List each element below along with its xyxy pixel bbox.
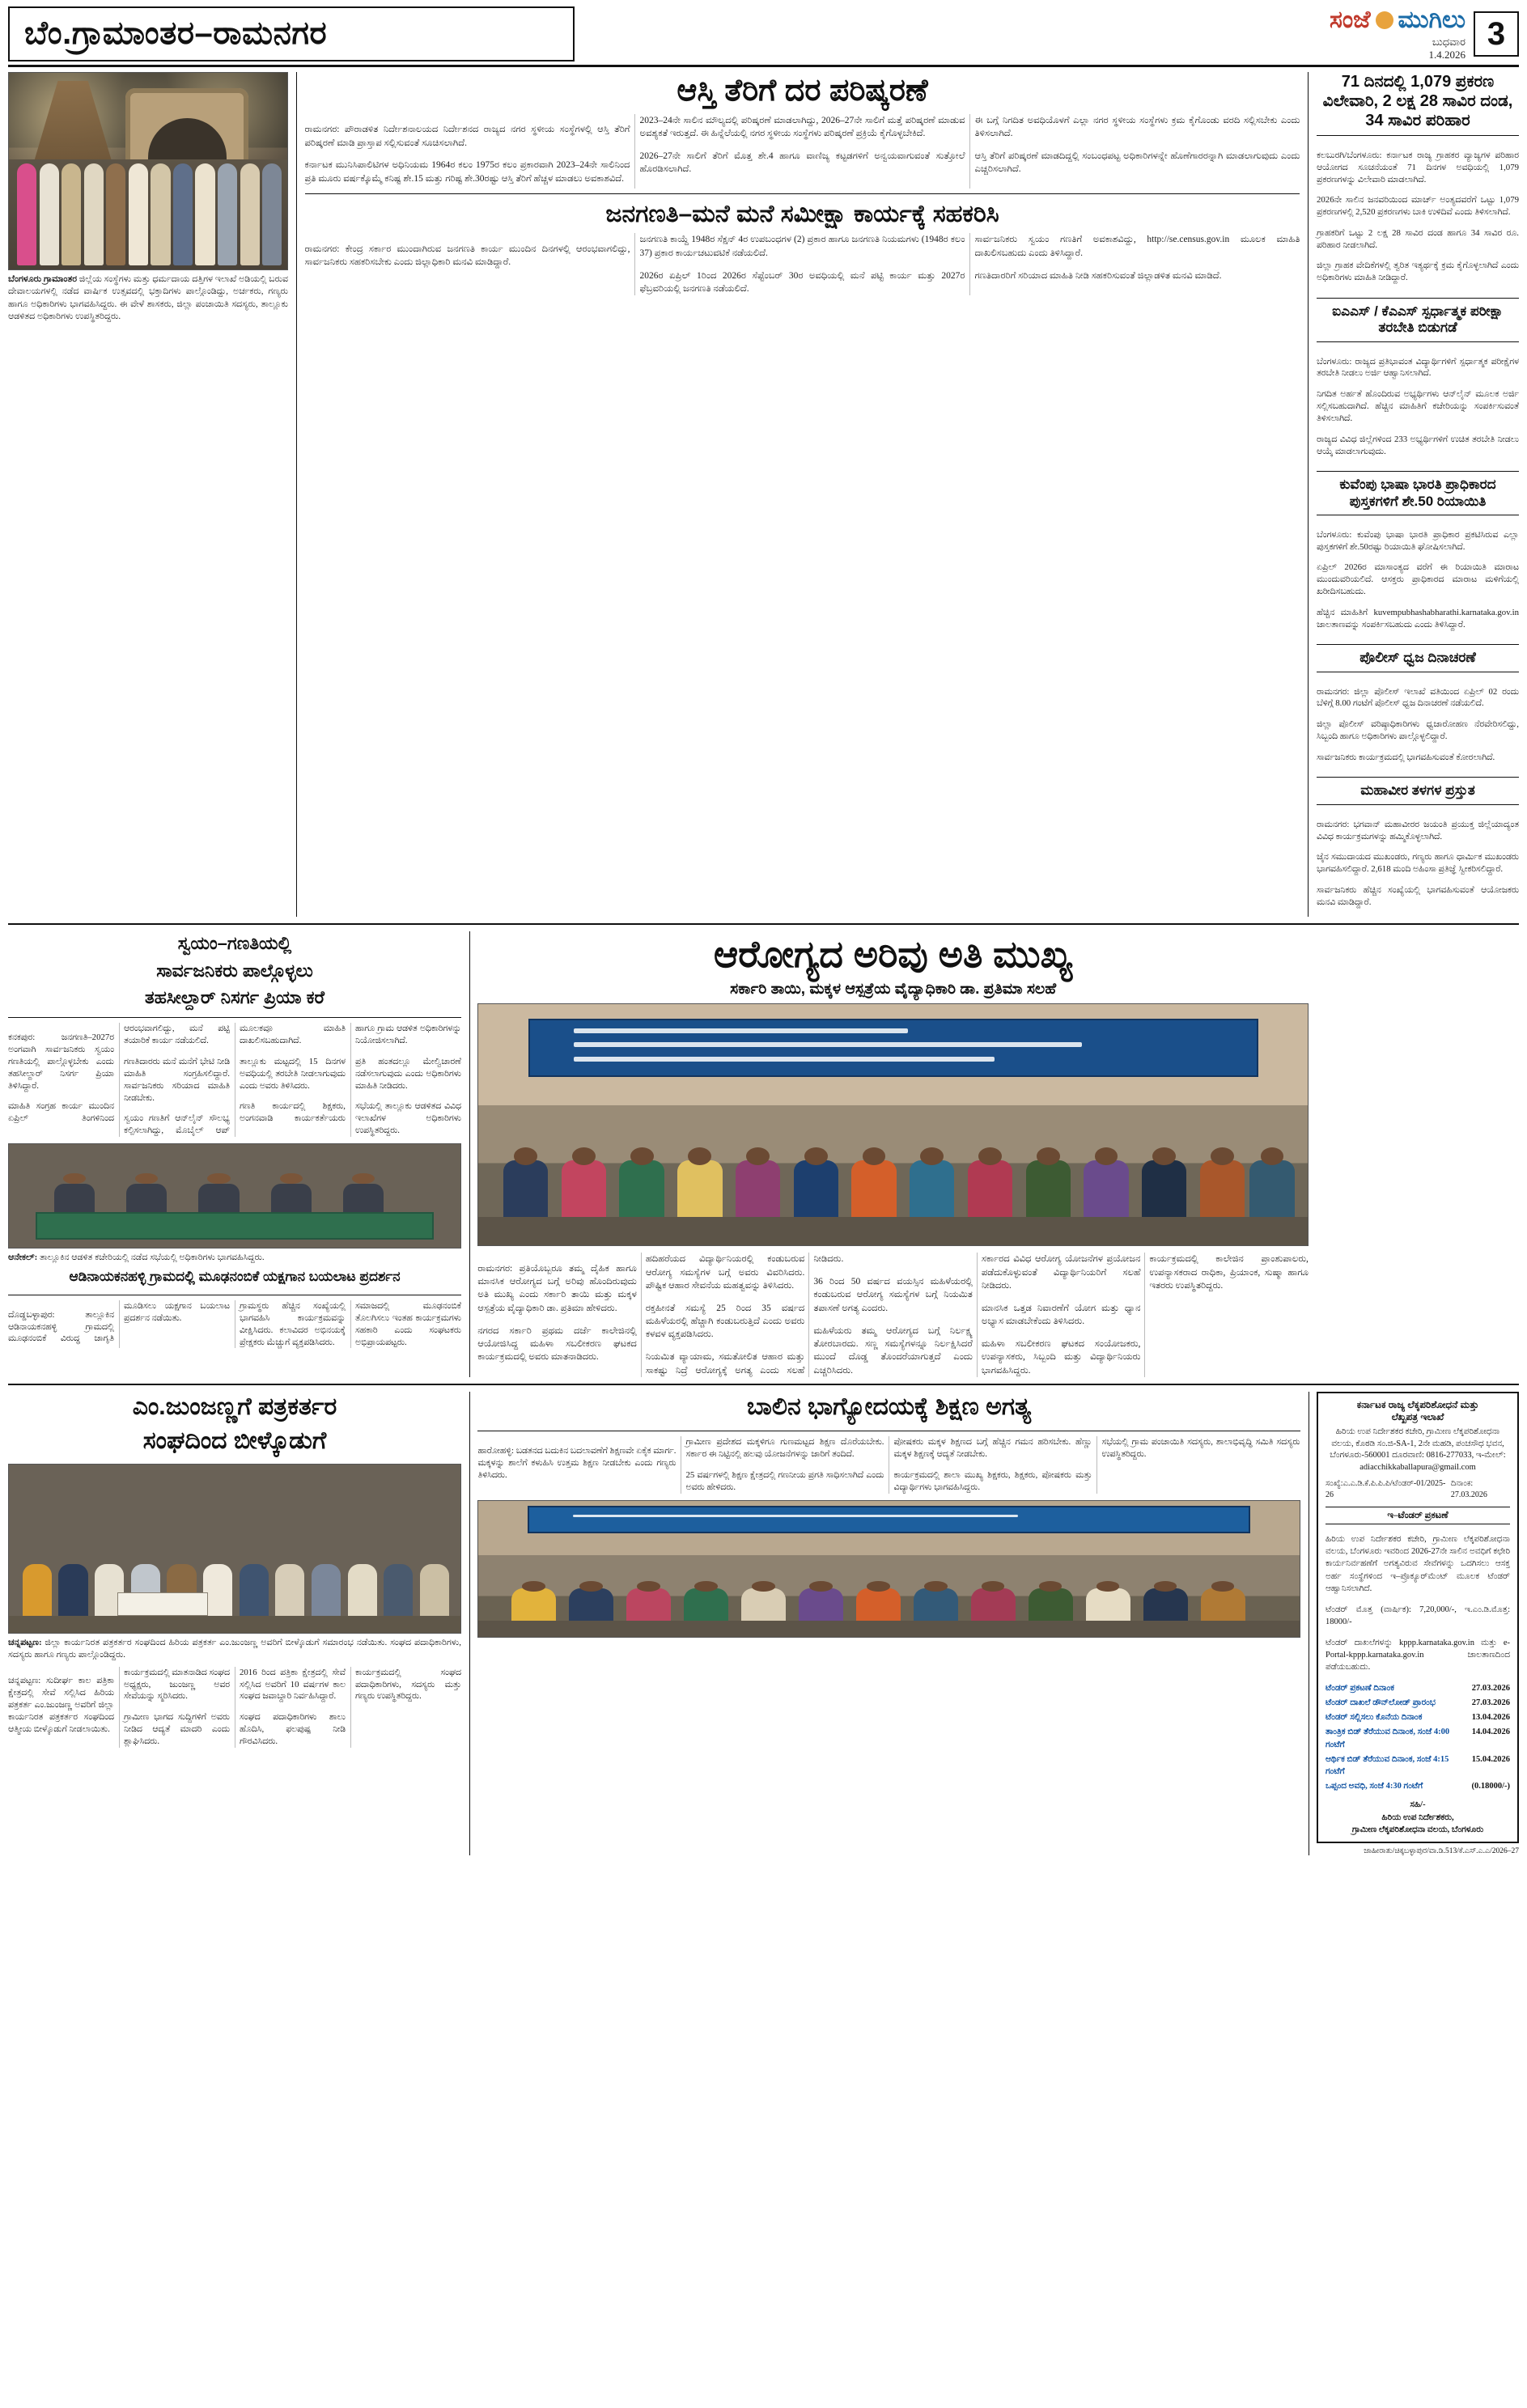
lead-para: 2023–24ನೇ ಸಾಲಿನ ಮೌಲ್ಯದಲ್ಲಿ ಪರಿಷ್ಕರಣೆ ಮಾಡಲಾಗಿದ್ದು, 2026–27ನೇ ಸಾಲಿಗೆ ಮತ್ತೆ ಪರಿಷ್ಕರಣೆ ಮಾಡುವ ಅವಶ್ಯಕತೆ ಇರುತ್ತದೆ. ಈ ಹಿನ್ನೆಲೆಯಲ್ಲಿ ನಗರ ಸ್ಥಳೀಯ ಸಂಸ್ಥೆಗಳು ಪರಿಷ್ಕರಣೆ ಪ್ರಕ್ರಿಯೆ ಕೈಗೊಳ್ಳಬೇಕಿದೆ. bbox=[639, 115, 965, 139]
masthead-right bbox=[1330, 6, 1519, 61]
self-help-para: ಮಾಹಿತಿ ಸಂಗ್ರಹ ಕಾರ್ಯ ಮುಂದಿನ ಏಪ್ರಿಲ್ ತಿಂಗಳಿನಿಂದ ಆರಂಭವಾಗಲಿದ್ದು, ಮನೆ ಪಟ್ಟಿ ತಯಾರಿಕೆ ಕಾರ್ಯ ನಡೆಯಲಿದೆ. bbox=[8, 1024, 230, 1124]
bottom-band bbox=[8, 1392, 1519, 1855]
lead-para: ಆಸ್ತಿ ತೆರಿಗೆ ಪರಿಷ್ಕರಣೆ ಮಾಡದಿದ್ದಲ್ಲಿ ಸಂಬಂಧಪಟ್ಟ ಅಧಿಕಾರಿಗಳನ್ನೇ ಹೊಣೆಗಾರರನ್ನಾಗಿ ಮಾಡಲಾಗುವುದು ಎಂದು ಎಚ್ಚರಿಸಲಾಗಿದೆ. bbox=[974, 150, 1300, 175]
middle-band bbox=[8, 931, 1519, 1377]
rail-para: ರಾಮನಗರ: ಭಗವಾನ್ ಮಹಾವೀರರ ಜಯಂತಿ ಪ್ರಯುಕ್ತ ಜಿಲ್ಲೆಯಾದ್ಯಂತ ವಿವಿಧ ಕಾರ್ಯಕ್ರಮಗಳನ್ನು ಹಮ್ಮಿಕೊಳ್ಳಲಾಗಿದೆ. bbox=[1317, 819, 1519, 842]
tender-sign-1: ಸಹಿ/- bbox=[1410, 1800, 1426, 1810]
rail-para: ಜಿಲ್ಲಾ ಗ್ರಾಹಕ ವೇದಿಕೆಗಳಲ್ಲಿ ತ್ವರಿತ ಇತ್ಯರ್ಥಕ್ಕೆ ಕ್ರಮ ಕೈಗೊಳ್ಳಲಾಗಿದೆ ಎಂದು ಅಧಿಕಾರಿಗಳು ಮಾಹಿತಿ ನೀಡಿದ್ದಾರೆ. bbox=[1317, 261, 1519, 283]
lead-headline: ಆಸ್ತಿ ತೆರಿಗೆ ದರ ಪರಿಷ್ಕರಣೆ bbox=[677, 74, 928, 108]
schedule-label: ಟೆಂಡರ್ ಸಲ್ಲಿಸಲು ಕೊನೆಯ ದಿನಾಂಕ bbox=[1326, 1713, 1423, 1723]
self-help-para: ಗಣತಿದಾರರು ಮನೆ ಮನೆಗೆ ಭೇಟಿ ನೀಡಿ ಮಾಹಿತಿ ಸಂಗ್ರಹಿಸಲಿದ್ದಾರೆ. ಸಾರ್ವಜನಿಕರು ಸರಿಯಾದ ಮಾಹಿತಿ ನೀಡಬೇಕು. bbox=[124, 1056, 230, 1103]
health-para: ರಕ್ತಹೀನತೆ ಸಮಸ್ಯೆ 25 ರಿಂದ 35 ವರ್ಷದ ಮಹಿಳೆಯರಲ್ಲಿ ಹೆಚ್ಚಾಗಿ ಕಂಡುಬರುತ್ತಿದೆ ಎಂದು ಅವರು ಕಳವಳ ವ್ಯಕ್ತಪಡಿಸಿದರು. bbox=[645, 1303, 805, 1340]
tender-portal-info: ಟೆಂಡರ್ ದಾಖಲೆಗಳನ್ನು kppp.karnataka.gov.in ಮತ್ತು e-Portal-kppp.karnataka.gov.in ಜಾಲತಾಣದಿಂದ ಪಡೆಯಬಹುದು. bbox=[1326, 1638, 1510, 1672]
journalist-column bbox=[8, 1392, 461, 1855]
yakshagana-para: ಸಮಾಜದಲ್ಲಿ ಮೂಢನಂಬಿಕೆ ತೊಲಗಿಸಲು ಇಂತಹ ಕಾರ್ಯಕ್ರಮಗಳು ಸಹಕಾರಿ ಎಂದು ಸಂಘಟಕರು ಅಭಿಪ್ರಾಯಪಟ್ಟರು. bbox=[355, 1300, 461, 1347]
rail-story4-headline: ಪೊಲೀಸ್ ಧ್ವಜ ದಿನಾಚರಣೆ bbox=[1359, 650, 1476, 666]
health-para: ಕಾರ್ಯಕ್ರಮದಲ್ಲಿ ಕಾಲೇಜಿನ ಪ್ರಾಂಶುಪಾಲರು, ಉಪನ್ಯಾಸಕರಾದ ರಾಧಿಕಾ, ಪ್ರಿಯಾಂಕ, ಸುಷ್ಮಾ ಹಾಗೂ ಇತರರು ಉಪಸ್ಥಿತರಿದ್ದರು. bbox=[1149, 1254, 1309, 1291]
education-para: ಪೋಷಕರು ಮಕ್ಕಳ ಶಿಕ್ಷಣದ ಬಗ್ಗೆ ಹೆಚ್ಚಿನ ಗಮನ ಹರಿಸಬೇಕು. ಹೆಣ್ಣು ಮಕ್ಕಳ ಶಿಕ್ಷಣಕ್ಕೆ ಆದ್ಯತೆ ನೀಡಬೇಕು. bbox=[893, 1437, 1092, 1460]
self-help-body bbox=[8, 1023, 461, 1137]
tender-ref-no: ಸಂಖ್ಯೆ:ಎ.ಎ.ಡಿ.ಕೆ.ಪಿ.ಪಿ.ಪಿ/ಟೆಂಡರ್-01/2025-26 bbox=[1326, 1478, 1446, 1500]
rail-para: ಕಲಬುರಗಿ/ಬೆಂಗಳೂರು: ಕರ್ನಾಟಕ ರಾಜ್ಯ ಗ್ರಾಹಕರ ವ್ಯಾಜ್ಯಗಳ ಪರಿಹಾರ ಆಯೋಗದ ಸೂಚನೆಯಂತೆ 71 ದಿನಗಳ ಅವಧಿಯಲ್ಲಿ 1,079 ಪ್ರಕರಣಗಳನ್ನು ವಿಲೇವಾರಿ ಮಾಡಲಾಗಿದೆ. bbox=[1317, 150, 1519, 184]
caption-lead: ಆನೇಕಲ್: bbox=[8, 1252, 38, 1262]
yakshagana-para: ದೊಡ್ಡಬಳ್ಳಾಪುರ: ತಾಲ್ಲೂಕಿನ ಆಡಿನಾಯಕನಹಳ್ಳಿ ಗ್ರಾಮದಲ್ಲಿ ಮೂಢನಂಬಿಕೆ ವಿರುದ್ಧ ಜಾಗೃತಿ ಮೂಡಿಸಲು ಯಕ್ಷಗಾನ ಬಯಲಾಟ ಪ್ರದರ್ಶನ ನಡೆಯಿತು. bbox=[8, 1300, 230, 1344]
lead-para: ಕರ್ನಾಟಕ ಮುನಿಸಿಪಾಲಿಟಿಗಳ ಅಧಿನಿಯಮ 1964ರ ಕಲಂ 1975ರ ಕಲಂ ಪ್ರಕಾರವಾಗಿ 2023–24ನೇ ಸಾಲಿನಿಂದ ಪ್ರತಿ ಮೂರು ವರ್ಷಕ್ಕೊಮ್ಮೆ ಕನಿಷ್ಟ ಶೇ.15 ಮತ್ತು ಗರಿಷ್ಟ ಶೇ.30ರಷ್ಟು ಆಸ್ತಿ ತೆರಿಗೆ ಹೆಚ್ಚಳ ಮಾಡಲು ಅವಕಾಶವಿದೆ. bbox=[304, 160, 630, 184]
page-number: 3 bbox=[1474, 11, 1519, 57]
tender-address-line: ಬೆಂಗಳೂರು-560001 ದೂರವಾಣಿ: 0816-277033, ಇ-ಮೇಲ್: bbox=[1330, 1451, 1506, 1460]
temple-photo-caption bbox=[8, 273, 288, 324]
journalist-para: 2016 ರಿಂದ ಪತ್ರಿಕಾ ಕ್ಷೇತ್ರದಲ್ಲಿ ಸೇವೆ ಸಲ್ಲಿಸಿದ ಅವರಿಗೆ 10 ವರ್ಷಗಳ ಕಾಲ ಸಂಘದ ಜವಾಬ್ದಾರಿ ನಿರ್ವಹಿಸಿದ್ದಾರೆ. bbox=[240, 1667, 346, 1702]
right-rail bbox=[1317, 72, 1519, 917]
rail-story3-headline: ಕುವೆಂಪು ಭಾಷಾ ಭಾರತಿ ಪ್ರಾಧಿಕಾರದ ಪುಸ್ತಕಗಳಿಗೆ ಶೇ.50 ರಿಯಾಯಿತಿ bbox=[1339, 477, 1496, 509]
self-help-para: ಸ್ವಯಂ ಗಣತಿಗೆ ಆನ್‌ಲೈನ್ ಸೌಲಭ್ಯ ಕಲ್ಪಿಸಲಾಗಿದ್ದು, ಮೊಬೈಲ್ ಆಪ್ ಮೂಲಕವೂ ಮಾಹಿತಿ ದಾಖಲಿಸಬಹುದಾಗಿದೆ. bbox=[124, 1024, 346, 1136]
census-para: 2026ರ ಏಪ್ರಿಲ್ 1ರಿಂದ 2026ರ ಸೆಪ್ಟೆಂಬರ್ 30ರ ಅವಧಿಯಲ್ಲಿ ಮನೆ ಪಟ್ಟಿ ಕಾರ್ಯ ಮತ್ತು 2027ರ ಫೆಬ್ರವರಿಯಲ್ಲಿ ಜನಗಣತಿ ನಡೆಯಲಿದೆ. bbox=[639, 270, 965, 294]
education-body bbox=[477, 1436, 1300, 1493]
self-help-para: ಗಣತಿ ಕಾರ್ಯದಲ್ಲಿ ಶಿಕ್ಷಕರು, ಅಂಗನವಾಡಿ ಕಾರ್ಯಕರ್ತೆಯರು ಹಾಗೂ ಗ್ರಾಮ ಆಡಳಿತ ಅಧಿಕಾರಿಗಳನ್ನು ನಿಯೋಜಿಸಲಾಗಿದೆ. bbox=[240, 1024, 461, 1124]
rail-spacer bbox=[1317, 931, 1519, 1377]
journalist-headline-2: ಸಂಘದಿಂದ ಬೀಳ್ಕೊಡುಗೆ bbox=[142, 1427, 327, 1455]
journalist-para: ಕಾರ್ಯಕ್ರಮದಲ್ಲಿ ಸಂಘದ ಪದಾಧಿಕಾರಿಗಳು, ಸದಸ್ಯರು ಮತ್ತು ಗಣ್ಯರು ಉಪಸ್ಥಿತರಿದ್ದರು. bbox=[355, 1667, 461, 1702]
journalist-para: ಕಾರ್ಯಕ್ರಮದಲ್ಲಿ ಮಾತನಾಡಿದ ಸಂಘದ ಅಧ್ಯಕ್ಷರು, ಜುಂಜಣ್ಣ ಅವರ ಸೇವೆಯನ್ನು ಸ್ಮರಿಸಿದರು. bbox=[124, 1667, 230, 1702]
health-para: ಮಹಿಳೆಯರು ತಮ್ಮ ಆರೋಗ್ಯದ ಬಗ್ಗೆ ನಿರ್ಲಕ್ಷ್ಯ ತೋರಬಾರದು. ಸಣ್ಣ ಸಮಸ್ಯೆಗಳನ್ನೂ ನಿರ್ಲಕ್ಷಿಸಿದರೆ ಮುಂದೆ ದೊಡ್ಡ ತೊಂದರೆಯಾಗುತ್ತದೆ ಎಂದು ಎಚ್ಚರಿಸಿದರು. bbox=[813, 1325, 973, 1376]
certificate-icon bbox=[117, 1592, 208, 1616]
health-para: 36 ರಿಂದ 50 ವರ್ಷದ ವಯಸ್ಸಿನ ಮಹಿಳೆಯರಲ್ಲಿ ಕಂಡುಬರುವ ಆರೋಗ್ಯ ಸಮಸ್ಯೆಗಳ ಬಗ್ಗೆ ನಿಯಮಿತ ತಪಾಸಣೆ ಅಗತ್ಯ ಎಂದರು. bbox=[813, 1277, 973, 1313]
education-para: ಸಭೆಯಲ್ಲಿ ಗ್ರಾಮ ಪಂಚಾಯಿತಿ ಸದಸ್ಯರು, ಶಾಲಾಭಿವೃದ್ಧಿ ಸಮಿತಿ ಸದಸ್ಯರು ಉಪಸ್ಥಿತರಿದ್ದರು. bbox=[1101, 1437, 1300, 1460]
rail-para: ನಿಗದಿತ ಅರ್ಹತೆ ಹೊಂದಿರುವ ಅಭ್ಯರ್ಥಿಗಳು ಆನ್‌ಲೈನ್ ಮೂಲಕ ಅರ್ಜಿ ಸಲ್ಲಿಸಬಹುದಾಗಿದೆ. ಹೆಚ್ಚಿನ ಮಾಹಿತಿಗೆ ಕಚೇರಿಯನ್ನು ಸಂಪರ್ಕಿಸುವಂತೆ ತಿಳಿಸಲಾಗಿದೆ. bbox=[1317, 389, 1519, 423]
publication-day: ಬುಧವಾರ bbox=[1432, 36, 1465, 48]
women-empowerment-photo bbox=[477, 1003, 1309, 1246]
schedule-value: 14.04.2026 bbox=[1471, 1728, 1510, 1737]
left-photo-column bbox=[8, 72, 288, 917]
brand-word-sanje: ಸಂಜೆ bbox=[1329, 6, 1371, 33]
rail-para: ಸಾರ್ವಜನಿಕರು ಕಾರ್ಯಕ್ರಮದಲ್ಲಿ ಭಾಗವಹಿಸುವಂತೆ ಕೋರಲಾಗಿದೆ. bbox=[1317, 752, 1495, 762]
brand-word-mugilu: ಮುಗಿಲು bbox=[1398, 6, 1465, 33]
journalist-photo-caption bbox=[8, 1637, 461, 1662]
education-para: ಹಾರೋಹಳ್ಳಿ: ಬಡತನದ ಬದುಕಿನ ಬದಲಾವಣೆಗೆ ಶಿಕ್ಷಣವೇ ಏಕೈಕ ಮಾರ್ಗ. ಮಕ್ಕಳನ್ನು ಶಾಲೆಗೆ ಕಳುಹಿಸಿ ಉತ್ತಮ ಶಿಕ್ಷಣ ನೀಡಬೇಕು ಎಂದು ಗಣ್ಯರು ತಿಳಿಸಿದರು. bbox=[477, 1446, 677, 1480]
rail-story4-body bbox=[1317, 677, 1519, 773]
schedule-value: (0.18000/-) bbox=[1471, 1782, 1510, 1791]
tender-address-line: adiacchikkaballapura@gmail.com bbox=[1359, 1463, 1476, 1473]
rail-para: ಹೆಚ್ಚಿನ ಮಾಹಿತಿಗೆ kuvempubhashabharathi.karnataka.gov.in ಜಾಲತಾಣವನ್ನು ಸಂಪರ್ಕಿಸಬಹುದು ಎಂದು ತಿಳಿಸಿದ್ದಾರೆ. bbox=[1317, 607, 1519, 630]
health-headline: ಆರೋಗ್ಯದ ಅರಿವು ಅತಿ ಮುಖ್ಯ bbox=[713, 933, 1073, 976]
edition-title: ಬೆಂ.ಗ್ರಾಮಾಂತರ–ರಾಮನಗರ bbox=[24, 15, 328, 51]
health-para: ಮಾನಸಿಕ ಒತ್ತಡ ನಿವಾರಣೆಗೆ ಯೋಗ ಮತ್ತು ಧ್ಯಾನ ಅಭ್ಯಾಸ ಮಾಡಬೇಕೆಂದು ತಿಳಿಸಿದರು. bbox=[981, 1303, 1141, 1327]
tender-address-line: ವಲಯ, ಕೊಠಡಿ ಸಂ.ಜಿ-SA-1, 2ನೇ ಮಹಡಿ, ಪಂಚಸೌಧ ಭವನ, bbox=[1331, 1439, 1504, 1448]
tender-address bbox=[1326, 1427, 1510, 1474]
tender-amount: ಟೆಂಡರ್ ಮೊತ್ತ (ವಾರ್ಷಿಕ): 7,20,000/-, ಇ.ಎಂ.ಡಿ.ಮೊತ್ತ: 18000/- bbox=[1326, 1605, 1510, 1626]
top-band bbox=[8, 72, 1519, 917]
census-headline: ಜನಗಣತಿ–ಮನೆ ಮನೆ ಸಮೀಕ್ಷಾ ಕಾರ್ಯಕ್ಕೆ ಸಹಕರಿಸಿ bbox=[605, 200, 999, 227]
sun-icon bbox=[1376, 11, 1393, 29]
brand bbox=[1330, 6, 1465, 61]
census-para: ಗಣತಿದಾರರಿಗೆ ಸರಿಯಾದ ಮಾಹಿತಿ ನೀಡಿ ಸಹಕರಿಸುವಂತೆ ಜಿಲ್ಲಾಡಳಿತ ಮನವಿ ಮಾಡಿದೆ. bbox=[974, 270, 1222, 281]
lead-para: 2026–27ನೇ ಸಾಲಿಗೆ ತೆರಿಗೆ ಮೊತ್ತ ಶೇ.4 ಹಾಗೂ ವಾಣಿಜ್ಯ ಕಟ್ಟಡಗಳಿಗೆ ಅನ್ವಯವಾಗುವಂತೆ ಸುತ್ತೋಲೆ ಹೊರಡಿಸಲಾಗಿದೆ. bbox=[639, 150, 965, 175]
health-para: ಮಹಿಳಾ ಸಬಲೀಕರಣ ಘಟಕದ ಸಂಯೋಜಕರು, ಉಪನ್ಯಾಸಕರು, ಸಿಬ್ಬಂದಿ ಮತ್ತು ವಿದ್ಯಾರ್ಥಿನಿಯರು ಭಾಗವಹಿಸಿದ್ದರು. bbox=[981, 1338, 1141, 1376]
lead-para: ರಾಮನಗರ: ಪೌರಾಡಳಿತ ನಿರ್ದೇಶನಾಲಯದ ನಿರ್ದೇಶನದ ರಾಜ್ಯದ ನಗರ ಸ್ಥಳೀಯ ಸಂಸ್ಥೆಗಳಲ್ಲಿ ಆಸ್ತಿ ತೆರಿಗೆ ಪರಿಷ್ಕರಣೆ ಮಾಡಿ ಪ್ರಾಸ್ತಾಪ ಸಲ್ಲಿಸುವಂತೆ ಸೂಚಿಸಲಾಗಿದೆ. bbox=[304, 125, 630, 148]
journalist-body bbox=[8, 1667, 461, 1748]
rail-para: ರಾಮನಗರ: ಜಿಲ್ಲಾ ಪೊಲೀಸ್ ಇಲಾಖೆ ವತಿಯಿಂದ ಏಪ್ರಿಲ್ 02 ರಂದು ಬೆಳಿಗ್ಗೆ 8.00 ಗಂಟೆಗೆ ಪೊಲೀಸ್ ಧ್ವಜ ದಿನಾಚರಣೆ ನಡೆಯಲಿದೆ. bbox=[1317, 686, 1519, 709]
publication-date: 1.4.2026 bbox=[1428, 49, 1465, 61]
schedule-label: ತಾಂತ್ರಿಕ ಬಿಡ್ ತೆರೆಯುವ ದಿನಾಂಕ, ಸಂಜೆ 4:00 ಗಂಟೆಗೆ bbox=[1326, 1728, 1450, 1749]
self-help-para: ಕನಕಪುರ: ಜನಗಣತಿ–2027ರ ಅಂಗವಾಗಿ ಸಾರ್ವಜನಿಕರು ಸ್ವಯಂ ಗಣತಿಯಲ್ಲಿ ಪಾಲ್ಗೊಳ್ಳಬೇಕು ಎಂದು ತಹಸೀಲ್ದಾರ್ ನಿಸರ್ಗ ಪ್ರಿಯಾ ತಿಳಿಸಿದ್ದಾರೆ. bbox=[8, 1032, 114, 1091]
education-event-photo bbox=[477, 1500, 1300, 1638]
journalist-farewell-photo bbox=[8, 1464, 461, 1634]
education-para: 25 ವರ್ಷಗಳಲ್ಲಿ ಶಿಕ್ಷಣ ಕ್ಷೇತ್ರದಲ್ಲಿ ಗಣನೀಯ ಪ್ರಗತಿ ಸಾಧಿಸಲಾಗಿದೆ ಎಂದು ಅವರು ಹೇಳಿದರು. bbox=[685, 1469, 884, 1492]
masthead bbox=[8, 6, 1519, 67]
tender-sign-3: ಗ್ರಾಮೀಣ ಲೆಕ್ಕಪರಿಶೋಧನಾ ವಲಯ, ಬೆಂಗಳೂರು bbox=[1351, 1825, 1484, 1834]
rail-story5-headline: ಮಹಾವೀರ ತಳಗಳ ಪ್ರಸ್ತುತ bbox=[1360, 782, 1475, 799]
yakshagana-body bbox=[8, 1300, 461, 1349]
census-story-body bbox=[305, 233, 1300, 295]
schedule-label: ಆರ್ಥಿಕ ಬಿಡ್ ತೆರೆಯುವ ದಿನಾಂಕ, ಸಂಜೆ 4:15 ಗಂಟೆಗೆ bbox=[1326, 1754, 1449, 1776]
rail-story3-body bbox=[1317, 520, 1519, 639]
health-para: ರಾಮನಗರ: ಪ್ರತಿಯೊಬ್ಬರೂ ತಮ್ಮ ದೈಹಿಕ ಹಾಗೂ ಮಾನಸಿಕ ಆರೋಗ್ಯದ ಬಗ್ಗೆ ಅರಿವು ಹೊಂದಿರುವುದು ಅತಿ ಮುಖ್ಯ ಎಂದು ಸರ್ಕಾರಿ ತಾಯಿ ಮತ್ತು ಮಕ್ಕಳ ಆಸ್ಪತ್ರೆಯ ವೈದ್ಯಾಧಿಕಾರಿ ಡಾ. ಪ್ರತಿಮಾ ಹೇಳಿದರು. bbox=[477, 1263, 637, 1313]
health-body bbox=[477, 1253, 1309, 1377]
schedule-label: ಟೆಂಡರ್ ಪ್ರಕಟಣೆ ದಿನಾಂಕ bbox=[1326, 1683, 1394, 1693]
taluk-meeting-caption bbox=[8, 1252, 461, 1264]
caption-lead: ಚನ್ನಪಟ್ಟಣ: bbox=[8, 1637, 42, 1647]
rail-story2-body bbox=[1317, 347, 1519, 466]
caption-text: ತಾಲ್ಲೂಕಿನ ಆಡಳಿತ ಕಚೇರಿಯಲ್ಲಿ ನಡೆದ ಸಭೆಯಲ್ಲಿ ಅಧಿಕಾರಿಗಳು ಭಾಗವಹಿಸಿದ್ದರು. bbox=[40, 1252, 265, 1262]
census-para: ಜನಗಣತಿ ಕಾಯ್ದೆ 1948ರ ಸೆಕ್ಷನ್ 4ರ ಉಪಬಂಧಗಳ (2) ಪ್ರಕಾರ ಹಾಗೂ ಜನಗಣತಿ ನಿಯಮಗಳು (1948ರ ಕಲಂ 37) ಪ್ರಕಾರ ಕಾರ್ಯಚಟುವಟಿಕೆ ನಡೆಯಲಿದೆ. bbox=[639, 235, 965, 258]
lead-story-body bbox=[305, 114, 1300, 189]
health-subhead: ಸರ್ಕಾರಿ ತಾಯಿ, ಮಕ್ಕಳ ಆಸ್ಪತ್ರೆಯ ವೈದ್ಯಾಧಿಕಾರಿ ಡಾ. ಪ್ರತಿಮಾ ಸಲಹೆ bbox=[730, 981, 1057, 998]
schedule-label: ಟೆಂಡರ್ ದಾಖಲೆ ಡೌನ್‌ಲೋಡ್ ಪ್ರಾರಂಭ bbox=[1326, 1698, 1436, 1707]
edition-title-box bbox=[8, 6, 575, 61]
self-help-para: ಪ್ರತಿ ಹಂತದಲ್ಲೂ ಮೇಲ್ವಿಚಾರಣೆ ನಡೆಸಲಾಗುವುದು ಎಂದು ಅಧಿಕಾರಿಗಳು ಮಾಹಿತಿ ನೀಡಿದರು. bbox=[355, 1056, 461, 1091]
tender-authority-line1: ಕರ್ನಾಟಕ ರಾಜ್ಯ ಲೆಕ್ಕಪರಿಶೋಧನೆ ಮತ್ತು bbox=[1356, 1398, 1479, 1410]
rail-para: ಜಿಲ್ಲಾ ಪೊಲೀಸ್ ವರಿಷ್ಠಾಧಿಕಾರಿಗಳು ಧ್ವಜಾರೋಹಣ ನೆರವೇರಿಸಲಿದ್ದು, ಸಿಬ್ಬಂದಿ ಹಾಗೂ ಅಧಿಕಾರಿಗಳು ಪಾಲ್ಗೊಳ್ಳಲಿದ್ದಾರೆ. bbox=[1317, 719, 1519, 742]
tender-ref-date: ದಿನಾಂಕ: 27.03.2026 bbox=[1450, 1478, 1487, 1500]
caption-text: ಜಿಲ್ಲೆಯ ಸಂಸ್ಥೆಗಳು ಮತ್ತು ಧರ್ಮದಾಯ ದತ್ತಿಗಳ ಇಲಾಖೆ ಅಡಿಯಲ್ಲಿ ಬರುವ ದೇವಾಲಯಗಳಲ್ಲಿ ನಡೆದ ವಾರ್ಷಿಕ ಉತ್ಸವದಲ್ಲಿ ಭಕ್ತಾದಿಗಳು ಪಾಲ್ಗೊಂಡಿದ್ದು, ಅರ್ಚಕರು, ಗಣ್ಯರು ಹಾಗೂ ಅಧಿಕಾರಿಗಳು ಭಾಗವಹಿಸಿದ್ದರು. ಈ ವೇಳೆ ಶಾಸಕರು, ಜಿಲ್ಲಾ ಪಂಚಾಯಿತಿ ಸದಸ್ಯರು, ತಾಲ್ಲೂಕು ಆಡಳಿತದ ಅಧಿಕಾರಿಗಳು ಉಪಸ್ಥಿತರಿದ್ದರು. bbox=[8, 274, 289, 322]
journalist-para: ಸಂಘದ ಪದಾಧಿಕಾರಿಗಳು ಶಾಲು ಹೊದಿಸಿ, ಫಲಪುಷ್ಪ ನೀಡಿ ಗೌರವಿಸಿದರು. bbox=[240, 1712, 346, 1746]
schedule-value: 15.04.2026 bbox=[1471, 1754, 1510, 1764]
self-help-para: ಸಭೆಯಲ್ಲಿ ತಾಲ್ಲೂಕು ಆಡಳಿತದ ವಿವಿಧ ಇಲಾಖೆಗಳ ಅಧಿಕಾರಿಗಳು ಉಪಸ್ಥಿತರಿದ್ದರು. bbox=[355, 1101, 461, 1136]
caption-text: ಜಿಲ್ಲಾ ಕಾರ್ಯನಿರತ ಪತ್ರಕರ್ತರ ಸಂಘದಿಂದ ಹಿರಿಯ ಪತ್ರಕರ್ತ ಎಂ.ಜುಂಜಣ್ಣ ಅವರಿಗೆ ಬೀಳ್ಕೊಡುಗೆ ಸಮಾರಂಭ ನಡೆಯಿತು. ಸಂಘದ ಪದಾಧಿಕಾರಿಗಳು, ಸದಸ್ಯರು ಹಾಗೂ ಗಣ್ಯರು ಪಾಲ್ಗೊಂಡಿದ್ದರು. bbox=[8, 1637, 461, 1660]
temple-festival-photo bbox=[8, 72, 288, 270]
yakshagana-para: ಗ್ರಾಮಸ್ಥರು ಹೆಚ್ಚಿನ ಸಂಖ್ಯೆಯಲ್ಲಿ ಭಾಗವಹಿಸಿ ಕಾರ್ಯಕ್ರಮವನ್ನು ವೀಕ್ಷಿಸಿದರು. ಕಲಾವಿದರ ಅಭಿನಯಕ್ಕೆ ಪ್ರೇಕ್ಷಕರು ಮೆಚ್ಚುಗೆ ವ್ಯಕ್ತಪಡಿಸಿದರು. bbox=[240, 1300, 346, 1347]
self-help-column bbox=[8, 931, 461, 1377]
journalist-para: ಚನ್ನಪಟ್ಟಣ: ಸುದೀರ್ಘ ಕಾಲ ಪತ್ರಿಕಾ ಕ್ಷೇತ್ರದಲ್ಲಿ ಸೇವೆ ಸಲ್ಲಿಸಿದ ಹಿರಿಯ ಪತ್ರಕರ್ತ ಎಂ.ಜುಂಜಣ್ಣ ಅವರಿಗೆ ಜಿಲ್ಲಾ ಕಾರ್ಯನಿರತ ಪತ್ರಕರ್ತರ ಸಂಘದಿಂದ ಆತ್ಮೀಯ ಬೀಳ್ಕೊಡುಗೆ ನೀಡಲಾಯಿತು. bbox=[8, 1676, 114, 1735]
lead-para: ಈ ಬಗ್ಗೆ ನಿಗದಿತ ಅವಧಿಯೊಳಗೆ ಎಲ್ಲಾ ನಗರ ಸ್ಥಳೀಯ ಸಂಸ್ಥೆಗಳು ಕ್ರಮ ಕೈಗೊಂಡು ವರದಿ ಸಲ್ಲಿಸಬೇಕು ಎಂದು ತಿಳಿಸಲಾಗಿದೆ. bbox=[974, 115, 1300, 139]
education-column bbox=[477, 1392, 1300, 1855]
self-help-headline-2: ಸಾರ್ವಜನಿಕರು ಪಾಲ್ಗೊಳ್ಳಲು bbox=[156, 960, 313, 981]
rail-para: ಏಪ್ರಿಲ್ 2026ರ ಮಾಸಾಂತ್ಯದ ವರೆಗೆ ಈ ರಿಯಾಯಿತಿ ಮಾರಾಟ ಮುಂದುವರಿಯಲಿದೆ. ಆಸಕ್ತರು ಪ್ರಾಧಿಕಾರದ ಮಾರಾಟ ಮಳಿಗೆಯಲ್ಲಿ ಖರೀದಿಸಬಹುದು. bbox=[1317, 562, 1519, 597]
rail-story2-headline: ಐಎಎಸ್ / ಕೆಎಎಸ್ ಸ್ಪರ್ಧಾತ್ಮಕ ಪರೀಕ್ಷಾ ತರಬೇತಿ ಬಿಡುಗಡೆ bbox=[1332, 303, 1504, 336]
schedule-value: 27.03.2026 bbox=[1471, 1683, 1510, 1693]
tender-footer-note: ಜಾಹೀರಾತು/ಚಿಕ್ಕಬಳ್ಳಾಪುರ/ವಾ.ಡಿ.513/ಕೆ.ಎಸ್.ಎ.ಎ/2026–27 bbox=[1364, 1847, 1519, 1856]
yakshagana-heading: ಆಡಿನಾಯಕನಹಳ್ಳಿ ಗ್ರಾಮದಲ್ಲಿ ಮೂಢನಂಬಿಕೆ ಯಕ್ಷಗಾನ ಬಯಲಾಟ ಪ್ರದರ್ಶನ bbox=[69, 1269, 401, 1285]
journalist-para: ಗ್ರಾಮೀಣ ಭಾಗದ ಸುದ್ದಿಗಳಿಗೆ ಅವರು ನೀಡಿದ ಆದ್ಯತೆ ಮಾದರಿ ಎಂದು ಶ್ಲಾಘಿಸಿದರು. bbox=[124, 1712, 230, 1746]
self-help-para: ತಾಲ್ಲೂಕು ಮಟ್ಟದಲ್ಲಿ 15 ದಿನಗಳ ಅವಧಿಯಲ್ಲಿ ತರಬೇತಿ ನೀಡಲಾಗುವುದು ಎಂದು ಅವರು ತಿಳಿಸಿದರು. bbox=[240, 1056, 346, 1091]
census-para: ಸಾರ್ವಜನಿಕರು ಸ್ವಯಂ ಗಣತಿಗೆ ಅವಕಾಶವಿದ್ದು, http://se.census.gov.in ಮೂಲಕ ಮಾಹಿತಿ ದಾಖಲಿಸಬಹುದು ಎಂದು ತಿಳಿಸಿದ್ದಾರೆ. bbox=[974, 235, 1300, 258]
tender-body-para: ಹಿರಿಯ ಉಪ ನಿರ್ದೇಶಕರ ಕಚೇರಿ, ಗ್ರಾಮೀಣ ಲೆಕ್ಕಪರಿಶೋಧನಾ ವಲಯ, ಬೆಂಗಳೂರು ಇವರಿಂದ 2026-27ನೇ ಸಾಲಿನ ಅವಧಿಗೆ ಕಛೇರಿ ಕಾರ್ಯನಿರ್ವಹಣೆಗೆ ಅಗತ್ಯವಿರುವ ಸೇವೆಗಳನ್ನು ಒದಗಿಸಲು ಆಸಕ್ತ ಅರ್ಹ ಸಂಸ್ಥೆಗಳಿಂದ ಇ–ಪ್ರೊಕ್ಯೂರ್‌ಮೆಂಟ್ ಮೂಲಕ ಟೆಂಡರ್ ಆಹ್ವಾನಿಸಲಾಗಿದೆ. bbox=[1326, 1534, 1510, 1593]
tender-advertisement bbox=[1317, 1392, 1519, 1843]
journalist-headline-1: ಎಂ.ಜುಂಜಣ್ಣಗೆ ಪತ್ರಕರ್ತರ bbox=[132, 1393, 337, 1420]
education-para: ಕಾರ್ಯಕ್ರಮದಲ್ಲಿ ಶಾಲಾ ಮುಖ್ಯ ಶಿಕ್ಷಕರು, ಶಿಕ್ಷಕರು, ಪೋಷಕರು ಮತ್ತು ವಿದ್ಯಾರ್ಥಿಗಳು ಭಾಗವಹಿಸಿದ್ದರು. bbox=[893, 1469, 1092, 1492]
education-para: ಗ್ರಾಮೀಣ ಪ್ರದೇಶದ ಮಕ್ಕಳಿಗೂ ಗುಣಮಟ್ಟದ ಶಿಕ್ಷಣ ದೊರೆಯಬೇಕು. ಸರ್ಕಾರ ಈ ನಿಟ್ಟಿನಲ್ಲಿ ಹಲವು ಯೋಜನೆಗಳನ್ನು ಜಾರಿಗೆ ತಂದಿದೆ. bbox=[685, 1437, 884, 1460]
caption-lead: ಬೆಂಗಳೂರು ಗ್ರಾಮಾಂತರ bbox=[8, 274, 78, 284]
photo-banner bbox=[528, 1019, 1258, 1077]
schedule-value: 27.03.2026 bbox=[1471, 1698, 1510, 1707]
rail-para: 2026ನೇ ಸಾಲಿನ ಜನವರಿಯಿಂದ ಮಾರ್ಚ್ ಅಂತ್ಯದವರೆಗೆ ಒಟ್ಟು 1,079 ಪ್ರಕರಣಗಳಲ್ಲಿ 2,520 ಪ್ರಕರಣಗಳು ಬಾಕಿ ಉಳಿದಿವೆ ಎಂದು ತಿಳಿಸಲಾಗಿದೆ. bbox=[1317, 195, 1519, 218]
education-headline: ಬಾಲಿನ ಭಾಗ್ಯೋದಯಕ್ಕೆ ಶಿಕ್ಷಣ ಅಗತ್ಯ bbox=[746, 1393, 1032, 1420]
tender-ad-column bbox=[1317, 1392, 1519, 1855]
tender-authority-line2: ಲೆಖ್ಖಪತ್ರ ಇಲಾಖೆ bbox=[1391, 1411, 1444, 1423]
rail-para: ಬೆಂಗಳೂರು: ಕುವೆಂಪು ಭಾಷಾ ಭಾರತಿ ಪ್ರಾಧಿಕಾರ ಪ್ರಕಟಿಸಿರುವ ಎಲ್ಲಾ ಪುಸ್ತಕಗಳಿಗೆ ಶೇ.50ರಷ್ಟು ರಿಯಾಯಿತಿ ಘೋಷಿಸಲಾಗಿದೆ. bbox=[1317, 529, 1519, 552]
lead-story-column bbox=[305, 72, 1300, 917]
self-help-headline-3: ತಹಸೀಲ್ದಾರ್ ನಿಸರ್ಗ ಪ್ರಿಯಾ ಕರೆ bbox=[144, 986, 325, 1007]
schedule-value: 13.04.2026 bbox=[1471, 1713, 1510, 1723]
tender-sign-2: ಹಿರಿಯ ಉಪ ನಿರ್ದೇಶಕರು, bbox=[1381, 1812, 1454, 1822]
rail-para: ಜೈನ ಸಮುದಾಯದ ಮುಖಂಡರು, ಗಣ್ಯರು ಹಾಗೂ ಧಾರ್ಮಿಕ ಮುಖಂಡರು ಭಾಗವಹಿಸಲಿದ್ದಾರೆ. 2,618 ಮಂದಿ ಅಹಿಂಸಾ ಪ್ರತಿಜ್ಞೆ ಸ್ವೀಕರಿಸಲಿದ್ದಾರೆ. bbox=[1317, 852, 1519, 875]
rail-story5-body bbox=[1317, 810, 1519, 918]
health-para: ಸರ್ಕಾರದ ವಿವಿಧ ಆರೋಗ್ಯ ಯೋಜನೆಗಳ ಪ್ರಯೋಜನ ಪಡೆದುಕೊಳ್ಳುವಂತೆ ವಿದ್ಯಾರ್ಥಿನಿಯರಿಗೆ ಸಲಹೆ ನೀಡಿದರು. bbox=[981, 1254, 1141, 1291]
rail-para: ಸಾರ್ವಜನಿಕರು ಹೆಚ್ಚಿನ ಸಂಖ್ಯೆಯಲ್ಲಿ ಭಾಗವಹಿಸುವಂತೆ ಆಯೋಜಕರು ಮನವಿ ಮಾಡಿದ್ದಾರೆ. bbox=[1317, 884, 1519, 907]
rail-story1-headline: 71 ದಿನದಲ್ಲಿ 1,079 ಪ್ರಕರಣ ವಿಲೇವಾರಿ, 2 ಲಕ್ಷ 28 ಸಾವಿರ ದಂಡ, 34 ಸಾವಿರ ಪರಿಹಾರ bbox=[1322, 73, 1513, 129]
tender-address-line: ಹಿರಿಯ ಉಪ ನಿರ್ದೇಶಕರ ಕಚೇರಿ, ಗ್ರಾಮೀಣ ಲೆಕ್ಕಪರಿಶೋಧನಾ bbox=[1335, 1427, 1500, 1437]
self-help-headline-1: ಸ್ವಯಂ–ಗಣತಿಯಲ್ಲಿ bbox=[177, 933, 292, 954]
rail-para: ಗ್ರಾಹಕರಿಗೆ ಒಟ್ಟು 2 ಲಕ್ಷ 28 ಸಾವಿರ ದಂಡ ಹಾಗೂ 34 ಸಾವಿರ ರೂ. ಪರಿಹಾರ ನೀಡಲಾಗಿದೆ. bbox=[1317, 227, 1519, 250]
census-para: ರಾಮನಗರ: ಕೇಂದ್ರ ಸರ್ಕಾರ ಮುಂದಾಗಿರುವ ಜನಗಣತಿ ಕಾರ್ಯ ಮುಂದಿನ ದಿನಗಳಲ್ಲಿ ಆರಂಭವಾಗಲಿದ್ದು, ಸಾರ್ವಜನಿಕರು ಸಹಕರಿಸಬೇಕು ಎಂದು ಜಿಲ್ಲಾಧಿಕಾರಿ ಮನವಿ ಮಾಡಿದ್ದಾರೆ. bbox=[304, 244, 630, 268]
tender-band-title: ಇ–ಟೆಂಡರ್ ಪ್ರಕಟಣೆ bbox=[1326, 1507, 1510, 1525]
taluk-meeting-photo bbox=[8, 1143, 461, 1249]
rail-para: ರಾಜ್ಯದ ವಿವಿಧ ಜಿಲ್ಲೆಗಳಿಂದ 233 ಅಭ್ಯರ್ಥಿಗಳಿಗೆ ಉಚಿತ ತರಬೇತಿ ನೀಡಲು ಆಯ್ಕೆ ಮಾಡಲಾಗುವುದು. bbox=[1317, 434, 1519, 456]
rail-story1-body bbox=[1317, 141, 1519, 293]
health-para: ನಗರದ ಸರ್ಕಾರಿ ಪ್ರಥಮ ದರ್ಜೆ ಕಾಲೇಜಿನಲ್ಲಿ ಆಯೋಜಿಸಿದ್ದ ಮಹಿಳಾ ಸಬಲೀಕರಣ ಘಟಕದ ಕಾರ್ಯಕ್ರಮದಲ್ಲಿ ಅವರು ಮಾತನಾಡಿದರು. bbox=[477, 1325, 637, 1363]
health-column bbox=[477, 931, 1309, 1377]
schedule-label: ಒಪ್ಪಂದ ಅವಧಿ, ಸಂಜೆ 4:30 ಗಂಟೆಗೆ bbox=[1326, 1782, 1423, 1791]
health-para: ನಿಯಮಿತ ವ್ಯಾಯಾಮ, ಸಮತೋಲಿತ ಆಹಾರ ಮತ್ತು ಸಾಕಷ್ಟು ನಿದ್ರೆ ಆರೋಗ್ಯಕ್ಕೆ ಅಗತ್ಯ ಎಂದು ಸಲಹೆ ನೀಡಿದರು. bbox=[645, 1254, 844, 1376]
tender-schedule bbox=[1326, 1682, 1510, 1793]
rail-para: ಬೆಂಗಳೂರು: ರಾಜ್ಯದ ಪ್ರತಿಭಾವಂತ ವಿದ್ಯಾರ್ಥಿಗಳಿಗೆ ಸ್ಪರ್ಧಾತ್ಮಕ ಪರೀಕ್ಷೆಗಳ ತರಬೇತಿ ನೀಡಲು ಅರ್ಜಿ ಆಹ್ವಾನಿಸಲಾಗಿದೆ. bbox=[1317, 356, 1519, 379]
health-para: ಹದಿಹರೆಯದ ವಿದ್ಯಾರ್ಥಿನಿಯರಲ್ಲಿ ಕಂಡುಬರುವ ಆರೋಗ್ಯ ಸಮಸ್ಯೆಗಳ ಬಗ್ಗೆ ಅವರು ವಿವರಿಸಿದರು. ಪೌಷ್ಟಿಕ ಆಹಾರ ಸೇವನೆಯ ಮಹತ್ವವನ್ನು ತಿಳಿಸಿದರು. bbox=[645, 1254, 805, 1291]
